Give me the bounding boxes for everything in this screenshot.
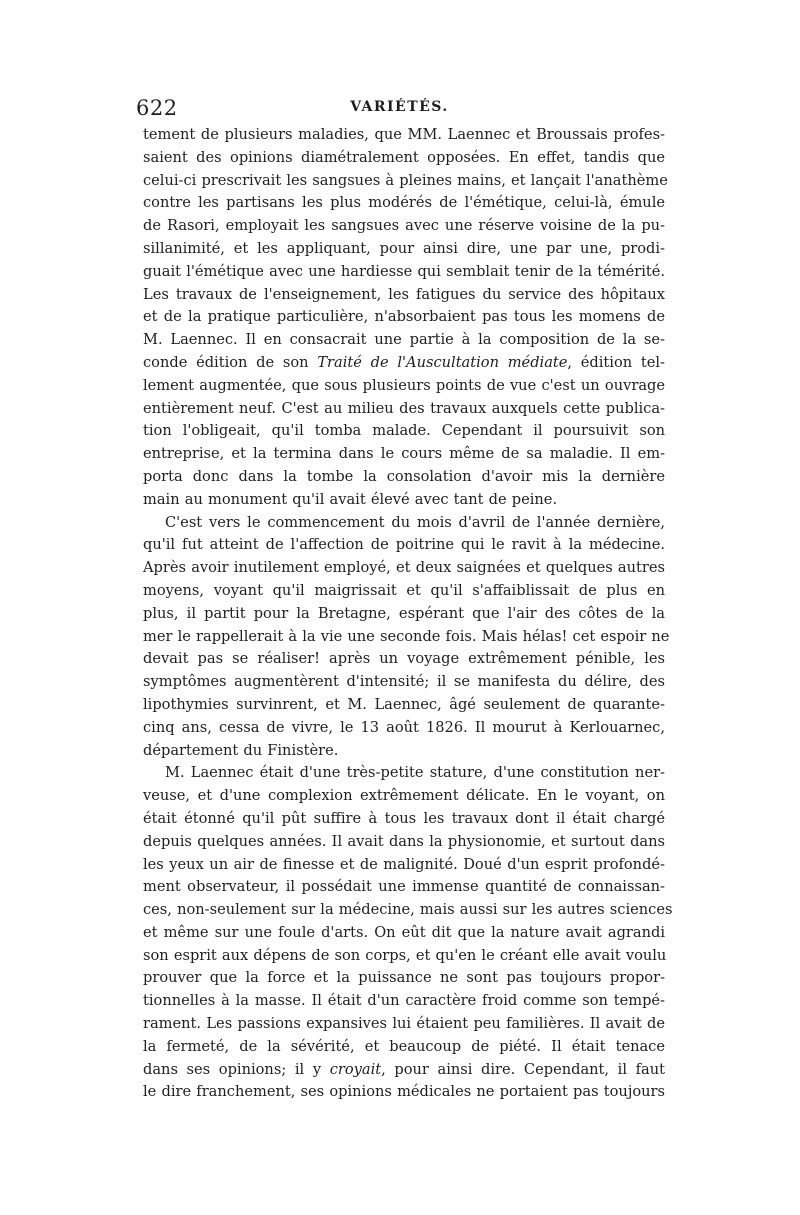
text-line: tion l'obligeait, qu'il tomba malade. Cependant il poursuivit son [143,422,665,440]
text-line: veuse, et d'une complexion extrêmement délicate. En le voyant, on [143,787,665,805]
text-line: tionnelles à la masse. Il était d'un caractère froid comme son tempé- [143,992,665,1010]
text-line: les yeux un air de finesse et de malignité. Doué d'un esprit profondé- [143,855,665,873]
text-line: mer le rappellerait à la vie une seconde fois. Mais hélas! cet espoir ne [143,627,670,645]
text-line: son esprit aux dépens de son corps, et qu'en le créant elle avait voulu [143,946,667,964]
text-line: ment observateur, il possédait une immense quantité de connaissan- [143,878,665,896]
text-line: qu'il fut atteint de l'affection de poitrine qui le ravit à la médecine. [143,536,665,554]
text-line: rament. Les passions expansives lui étaient peu familières. Il avait de [143,1015,665,1033]
text-line: département du Finistère. [143,741,339,759]
page-number: 622 [136,96,178,120]
page-header [136,96,663,118]
text-line: contre les partisans les plus modérés de l'émétique, celui-là, émule [143,194,665,212]
text-line: M. Laennec. Il en consacrait une partie à la composition de la se- [143,331,665,349]
text-line: C'est vers le commencement du mois d'avril de l'année dernière, [165,513,665,531]
text-line: plus, il partit pour la Bretagne, espérant que l'air des côtes de la [143,604,665,622]
text-line: de Rasori, employait les sangsues avec une réserve voisine de la pu- [143,217,665,235]
italic-phrase: croyait [329,1060,382,1078]
text-line: Après avoir inutilement employé, et deux saignées et quelques autres [143,559,665,577]
text-line: devait pas se réaliser! après un voyage extrêmement pénible, les [143,650,665,668]
text-line: main au monument qu'il avait élevé avec tant de peine. [143,490,558,508]
text-line: Les travaux de l'enseignement, les fatigues du service des hôpitaux [143,285,665,303]
text-line: était étonné qu'il pût suffire à tous les travaux dont il était chargé [143,809,665,827]
text-line: saient des opinions diamétralement opposées. En effet, tandis que [143,148,665,166]
text-line: le dire franchement, ses opinions médicales ne portaient pas toujours [143,1083,665,1101]
italic-phrase: Traité de l'Auscultation médiate [317,353,568,371]
text-line: tement de plusieurs maladies, que MM. Laennec et Broussais profes- [143,126,665,143]
text-line: depuis quelques années. Il avait dans la physionomie, et surtout dans [143,832,665,850]
text-line: la fermeté, de la sévérité, et beaucoup de piété. Il était tenace [143,1037,665,1055]
text-line: moyens, voyant qu'il maigrissait et qu'il s'affaiblissait de plus en [143,581,665,599]
text-line: conde édition de son Traité de l'Auscultation médiate, édition tel- [143,353,665,371]
running-head: VARIÉTÉS. [350,99,449,115]
text-line: celui-ci prescrivait les sangsues à pleines mains, et lançait l'anathème [143,171,668,189]
body-text [143,124,673,1104]
text-line: ces, non-seulement sur la médecine, mais aussi sur les autres sciences [143,901,673,919]
text-line: prouver que la force et la puissance ne sont pas toujours propor- [143,969,665,987]
text-line: entreprise, et la termina dans le cours même de sa maladie. Il em- [143,445,665,463]
text-line: lement augmentée, que sous plusieurs points de vue c'est un ouvrage [143,376,665,394]
text-line: porta donc dans la tombe la consolation d'avoir mis la dernière [143,467,665,485]
text-line: entièrement neuf. C'est au milieu des travaux auxquels cette publica- [143,399,665,417]
text-line: symptômes augmentèrent d'intensité; il se manifesta du délire, des [143,673,665,691]
text-line: et même sur une foule d'arts. On eût dit que la nature avait agrandi [143,923,665,941]
text-line: dans ses opinions; il y croyait, pour ainsi dire. Cependant, il faut [143,1060,665,1078]
text-line: guait l'émétique avec une hardiesse qui semblait tenir de la témérité. [143,262,665,280]
text-line: cinq ans, cessa de vivre, le 13 août 1826. Il mourut à Kerlouarnec, [143,718,665,736]
text-line: sillanimité, et les appliquant, pour ainsi dire, une par une, prodi- [143,239,665,257]
text-line: lipothymies survinrent, et M. Laennec, âgé seulement de quarante- [143,695,665,713]
text-line: M. Laennec était d'une très-petite stature, d'une constitution ner- [165,764,665,782]
text-line: et de la pratique particulière, n'absorbaient pas tous les momens de [143,308,665,326]
